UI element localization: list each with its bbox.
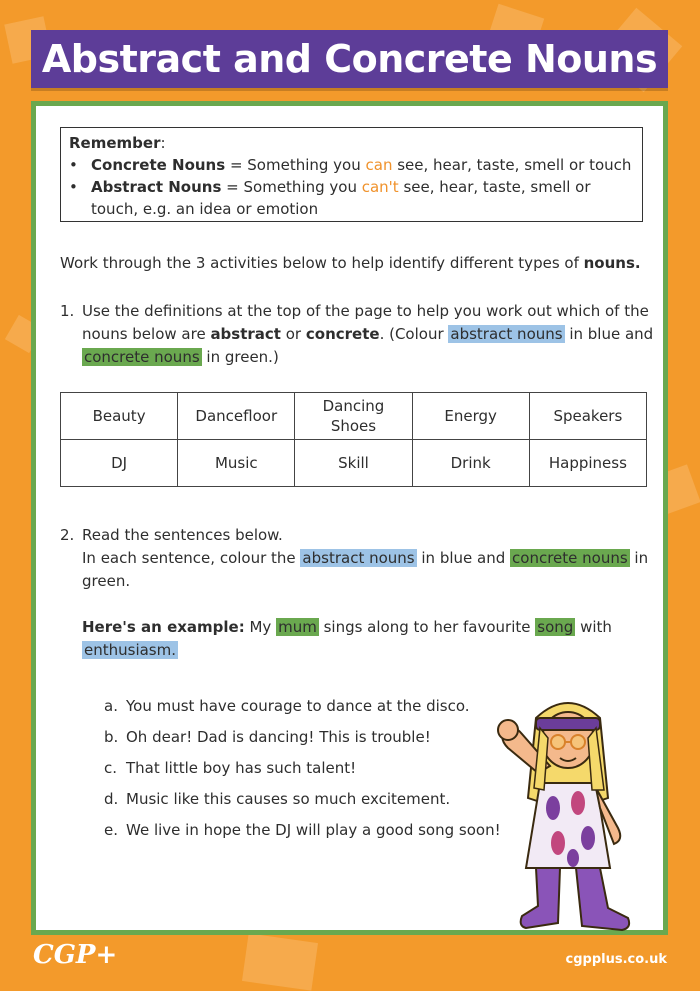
noun-cell[interactable]: Dancefloor bbox=[178, 393, 295, 440]
definition-text: = Something you bbox=[221, 178, 362, 196]
example-part: My bbox=[244, 618, 277, 636]
sentence-text: That little boy has such talent! bbox=[126, 758, 357, 777]
sentence-letter: a. bbox=[104, 696, 118, 715]
q1-part: Use the definitions at the top of the page to help you work out which of the nouns below are bbox=[82, 302, 649, 343]
question-2-text bbox=[82, 524, 655, 593]
noun-cell[interactable]: Drink bbox=[412, 440, 529, 487]
remember-heading-row bbox=[69, 132, 634, 154]
bullet: • bbox=[69, 156, 78, 174]
noun-cell[interactable]: Music bbox=[178, 440, 295, 487]
sentence-letter: c. bbox=[104, 758, 118, 777]
bullet: • bbox=[69, 178, 78, 196]
noun-cell[interactable]: Dancing Shoes bbox=[295, 393, 412, 440]
noun-cell[interactable]: Energy bbox=[412, 393, 529, 440]
example-sentence bbox=[82, 616, 652, 662]
definition-text: see, hear, taste, smell or touch bbox=[392, 156, 632, 174]
example-part: with bbox=[575, 618, 612, 636]
noun-cell[interactable]: Speakers bbox=[529, 393, 646, 440]
question-2 bbox=[60, 524, 655, 593]
page-title: Abstract and Concrete Nouns bbox=[41, 37, 658, 81]
abstract-term: Abstract Nouns bbox=[91, 178, 222, 196]
cant-keyword: can't bbox=[361, 178, 399, 196]
sentence-letter: e. bbox=[104, 820, 118, 839]
sentence-letter: b. bbox=[104, 727, 119, 746]
noun-cell[interactable]: Skill bbox=[295, 440, 412, 487]
q1-part: . (Colour bbox=[379, 325, 449, 343]
abstract-highlight: abstract nouns bbox=[450, 325, 563, 343]
cgp-logo: CGP+ bbox=[33, 940, 118, 970]
concrete-definition bbox=[69, 154, 634, 176]
disco-girl-illustration bbox=[478, 678, 658, 938]
definition-text: see, hear, taste, smell or touch, e.g. an idea or emotion bbox=[91, 178, 591, 218]
q1-part: in blue and bbox=[564, 325, 654, 343]
intro-sentence: Work through the 3 activities below to help identify different types of bbox=[60, 254, 584, 272]
intro-text bbox=[60, 254, 641, 272]
can-keyword: can bbox=[365, 156, 393, 174]
worksheet-card bbox=[31, 101, 668, 935]
sentence-text: Music like this causes so much excitement. bbox=[126, 789, 451, 808]
q1-part: or bbox=[280, 325, 306, 343]
example-concrete-noun: song bbox=[537, 618, 574, 636]
noun-cell[interactable]: DJ bbox=[61, 440, 178, 487]
question-1 bbox=[60, 300, 655, 369]
concrete-highlight: concrete nouns bbox=[512, 549, 628, 567]
title-banner bbox=[31, 30, 668, 88]
q2-part: in green. bbox=[82, 549, 649, 590]
concrete-term: Concrete Nouns bbox=[91, 156, 226, 174]
website-url[interactable]: cgpplus.co.uk bbox=[565, 952, 667, 967]
abstract-word: abstract bbox=[210, 325, 281, 343]
noun-table bbox=[60, 392, 647, 487]
q1-part: in green.) bbox=[201, 348, 279, 366]
abstract-definition-text bbox=[91, 176, 634, 220]
sentence-text: You must have courage to dance at the disco. bbox=[126, 696, 470, 715]
example-concrete-noun: mum bbox=[278, 618, 317, 636]
remember-colon: : bbox=[160, 134, 166, 152]
example-part: sings along to her favourite bbox=[318, 618, 536, 636]
abstract-definition bbox=[69, 176, 634, 220]
noun-cell[interactable]: Happiness bbox=[529, 440, 646, 487]
question-1-text bbox=[82, 300, 655, 369]
definition-text: = Something you bbox=[225, 156, 366, 174]
noun-cell[interactable]: Beauty bbox=[61, 393, 178, 440]
background-decoration bbox=[242, 933, 318, 990]
q2-part: in blue and bbox=[416, 549, 511, 567]
example-label: Here's an example: bbox=[82, 618, 245, 636]
remember-box bbox=[60, 127, 643, 222]
question-number: 2. bbox=[60, 526, 75, 544]
concrete-highlight: concrete nouns bbox=[84, 348, 200, 366]
sentence-text: We live in hope the DJ will play a good song soon! bbox=[126, 820, 501, 839]
concrete-word: concrete bbox=[305, 325, 380, 343]
q2-part: In each sentence, colour the bbox=[82, 549, 301, 567]
concrete-definition-text bbox=[91, 154, 631, 176]
q2-line: Read the sentences below. bbox=[82, 526, 283, 544]
remember-heading: Remember bbox=[69, 134, 161, 152]
example-abstract-noun: enthusiasm. bbox=[84, 641, 176, 659]
question-number: 1. bbox=[60, 302, 75, 320]
table-row bbox=[61, 440, 647, 487]
table-row bbox=[61, 393, 647, 440]
intro-bold: nouns. bbox=[583, 254, 641, 272]
abstract-highlight: abstract nouns bbox=[302, 549, 415, 567]
sentence-letter: d. bbox=[104, 789, 119, 808]
sentence-text: Oh dear! Dad is dancing! This is trouble! bbox=[126, 727, 431, 746]
